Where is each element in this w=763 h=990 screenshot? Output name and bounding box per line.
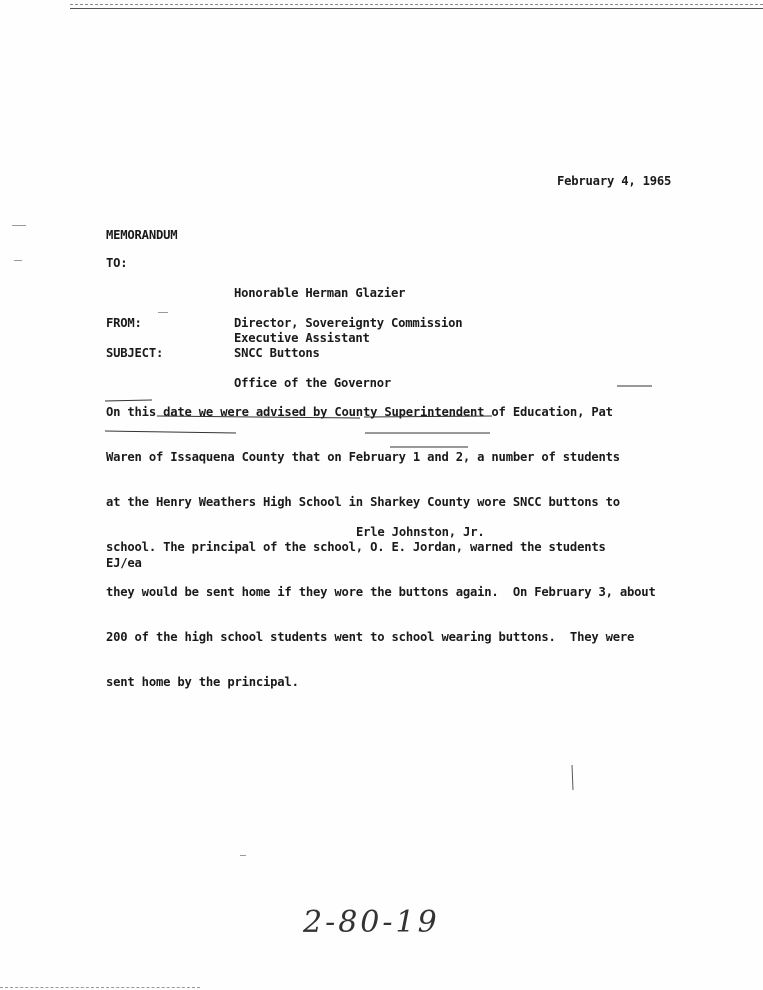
bottom-border	[0, 987, 200, 988]
scan-speck	[14, 260, 22, 261]
body-line: Waren of Issaquena County that on February 1 and 2, a number of students	[106, 450, 620, 464]
body-line: On this date we were advised by County Superintendent of Education, Pat	[106, 405, 613, 419]
subject-value: SNCC Buttons	[234, 346, 320, 360]
memo-body	[106, 375, 656, 720]
body-line: school. The principal of the school, O. E. Jordan, warned the students	[106, 540, 606, 554]
memo-date: February 4, 1965	[557, 174, 672, 188]
scan-speck	[12, 225, 26, 226]
body-line: they would be sent home if they wore the buttons again. On February 3, about	[106, 585, 656, 599]
typist-initials: EJ/ea	[106, 556, 142, 570]
from-label: FROM:	[106, 316, 142, 330]
handwritten-file-number: 2-80-19	[303, 905, 440, 940]
body-line: at the Henry Weathers High School in Sharkey County wore SNCC buttons to	[106, 495, 620, 509]
top-border	[70, 4, 763, 5]
memo-heading: MEMORANDUM	[106, 228, 178, 242]
scan-speck	[158, 312, 168, 313]
to-label: TO:	[106, 256, 128, 270]
scan-speck	[240, 855, 246, 856]
subject-label: SUBJECT:	[106, 346, 164, 360]
signature: Erle Johnston, Jr.	[356, 525, 485, 539]
body-line: 200 of the high school students went to school wearing buttons. They were	[106, 630, 635, 644]
from-value: Director, Sovereignty Commission	[234, 316, 463, 330]
to-line: Executive Assistant	[234, 331, 370, 345]
top-border-solid	[70, 8, 763, 9]
body-line: sent home by the principal.	[106, 675, 299, 689]
to-line: Office of the Governor	[234, 376, 392, 390]
to-line: Honorable Herman Glazier	[234, 286, 406, 300]
